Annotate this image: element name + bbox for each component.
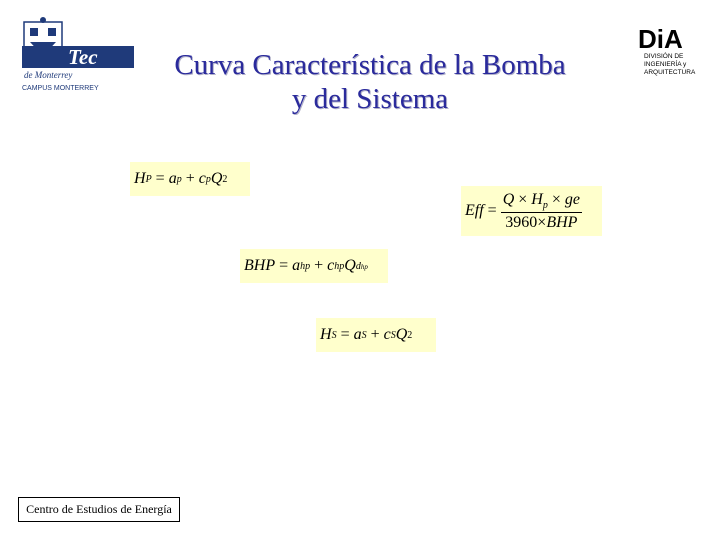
pump-head-formula: H P = a p + c p Q 2 xyxy=(130,162,250,196)
dia-line1: DIVISIÓN DE xyxy=(644,53,684,60)
dia-line2: INGENIERÍA y xyxy=(644,61,687,68)
logo-word: Tec xyxy=(68,45,98,69)
dia-line3: ARQUITECTURA xyxy=(644,69,696,76)
system-head-formula: H S = a S + c S Q 2 xyxy=(316,318,436,352)
title-line-1: Curva Característica de la Bomba xyxy=(174,49,566,81)
title-line-2: y del Sistema xyxy=(291,83,449,115)
tec-de-monterrey-logo xyxy=(18,16,136,94)
dia-word: DiA xyxy=(638,24,683,54)
efficiency-formula: Eff = $\frac{Q \times H_p \times ge}{\text{3960×BHP}}$ xyxy=(461,186,602,236)
logo-subtitle: de Monterrey xyxy=(24,70,73,80)
logo-campus: CAMPUS MONTERREY xyxy=(22,85,99,92)
dia-logo xyxy=(636,24,704,80)
footer-label: Centro de Estudios de Energía xyxy=(18,497,180,522)
page-title xyxy=(120,48,620,116)
efficiency-fraction: $\frac{Q \times H_p \times ge}{\text{3960×BHP}}$ xyxy=(502,190,580,231)
bhp-formula: BHP = a hp + c hp Q dhp xyxy=(240,249,388,283)
